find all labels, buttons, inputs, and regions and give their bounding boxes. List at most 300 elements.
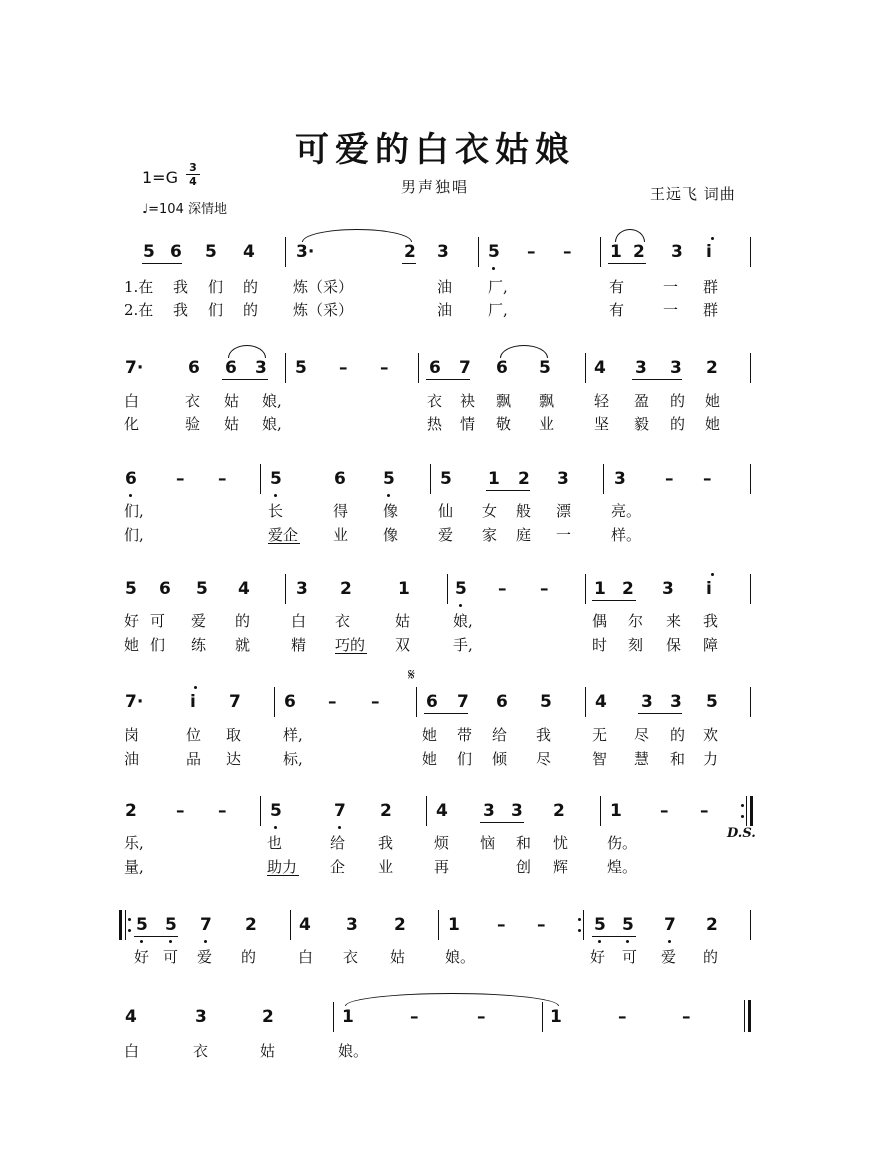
- bar-line: [416, 687, 417, 717]
- repeat-dot: [741, 815, 744, 818]
- jianpu-note: 3: [671, 242, 683, 262]
- jianpu-note: 5: [143, 242, 155, 262]
- lyric: 样。: [611, 526, 642, 544]
- jianpu-note: 6: [334, 469, 346, 489]
- jianpu-note: 6: [170, 242, 182, 262]
- lyric: 她: [705, 392, 721, 410]
- lyric: 油: [437, 301, 453, 319]
- lyric: 的: [243, 278, 259, 296]
- lyric: 可: [622, 948, 638, 966]
- lyric: 油: [124, 750, 140, 768]
- jianpu-note: 3: [255, 358, 267, 378]
- jianpu-note: 4: [299, 915, 311, 935]
- lyric: 娘。: [445, 948, 476, 966]
- lyric: 姑: [224, 415, 240, 433]
- bar-line: [603, 464, 604, 494]
- lyric: 岗: [124, 726, 140, 744]
- lyric: 炼（采）: [293, 301, 354, 319]
- lyric: 验: [185, 415, 201, 433]
- jianpu-note: 5: [136, 915, 148, 935]
- bar-line: [750, 353, 751, 383]
- lyric: 取: [226, 726, 242, 744]
- lyric: 时: [592, 636, 608, 654]
- high-octave-dot: [194, 686, 197, 689]
- jianpu-note: 7·: [125, 358, 144, 378]
- lyric: 她: [705, 415, 721, 433]
- lyric: 标,: [283, 750, 303, 768]
- lyric: 轻: [594, 392, 610, 410]
- lyric: 巧的: [335, 636, 366, 654]
- low-octave-dot: [169, 940, 172, 943]
- jianpu-note: 4: [125, 1007, 137, 1027]
- lyric: 群: [703, 278, 719, 296]
- jianpu-note: 2: [394, 915, 406, 935]
- repeat-dot: [128, 918, 131, 921]
- underline-beam: [480, 822, 524, 823]
- lyric: 也: [267, 834, 283, 852]
- lyric: 恼: [480, 834, 496, 852]
- lyric: 给: [492, 726, 508, 744]
- lyric: 袂: [460, 392, 476, 410]
- jianpu-note: 5: [125, 579, 137, 599]
- jianpu-note: 1: [550, 1007, 562, 1027]
- jianpu-note: 6: [496, 692, 508, 712]
- lyric: 烦: [434, 834, 450, 852]
- bar-line: [426, 796, 427, 826]
- lyric: 的: [670, 415, 686, 433]
- lyric-underline: [335, 653, 367, 654]
- repeat-dot: [578, 929, 581, 932]
- jianpu-note: i: [190, 692, 196, 712]
- low-octave-dot: [129, 494, 132, 497]
- jianpu-note: –: [176, 469, 185, 489]
- bar-line: [274, 687, 275, 717]
- lyric: 她: [124, 636, 140, 654]
- lyric: 们: [457, 750, 473, 768]
- lyric: 忧: [553, 834, 569, 852]
- jianpu-note: 5: [205, 242, 217, 262]
- jianpu-note: 1: [594, 579, 606, 599]
- lyric: 我: [703, 612, 719, 630]
- underline-beam: [632, 379, 682, 380]
- lyric: 1.在: [124, 278, 154, 296]
- jianpu-note: 5: [295, 358, 307, 378]
- lyric: 辉: [553, 858, 569, 876]
- lyric: 尽: [634, 726, 650, 744]
- final-bar-line: [748, 1000, 751, 1032]
- lyric: 炼（采）: [293, 278, 354, 296]
- jianpu-note: 3: [511, 801, 523, 821]
- jianpu-note: 5: [455, 579, 467, 599]
- bar-line: [750, 687, 751, 717]
- low-octave-dot: [387, 494, 390, 497]
- lyric: 有: [609, 301, 625, 319]
- lyric: 亮。: [611, 502, 642, 520]
- jianpu-note: 6: [188, 358, 200, 378]
- lyric: 尔: [628, 612, 644, 630]
- lyric: 们,: [124, 502, 144, 520]
- bar-line: [478, 237, 479, 267]
- low-octave-dot: [274, 826, 277, 829]
- lyric: 爱: [191, 612, 207, 630]
- time-signature-bottom: 4: [189, 175, 197, 188]
- lyric: 油: [437, 278, 453, 296]
- lyric: 姑: [224, 392, 240, 410]
- jianpu-note: 2: [380, 801, 392, 821]
- lyric: 位: [186, 726, 202, 744]
- bar-line: [285, 237, 286, 267]
- bar-line: [125, 910, 126, 940]
- jianpu-note: –: [665, 469, 674, 489]
- jianpu-note: 7: [457, 692, 469, 712]
- jianpu-note: 3: [195, 1007, 207, 1027]
- jianpu-note: 6: [429, 358, 441, 378]
- jianpu-note: 1: [488, 469, 500, 489]
- bar-line: [746, 796, 747, 826]
- underline-beam: [134, 936, 178, 937]
- jianpu-note: 5: [539, 358, 551, 378]
- lyric: 可: [150, 612, 166, 630]
- lyric: 刻: [628, 636, 644, 654]
- lyric: 的: [241, 948, 257, 966]
- ds-marking: D.S.: [727, 826, 756, 841]
- jianpu-note: 5: [383, 469, 395, 489]
- low-octave-dot: [598, 940, 601, 943]
- bar-line: [430, 464, 431, 494]
- lyric: 智: [592, 750, 608, 768]
- bar-line: [418, 353, 419, 383]
- jianpu-note: 3: [670, 692, 682, 712]
- lyric: 的: [670, 726, 686, 744]
- bar-line: [600, 237, 601, 267]
- bar-line: [750, 237, 751, 267]
- jianpu-note: 6: [426, 692, 438, 712]
- lyric: 的: [670, 392, 686, 410]
- jianpu-note: 3: [346, 915, 358, 935]
- song-title: 可爱的白衣姑娘: [295, 130, 575, 170]
- lyric: 漂: [556, 502, 572, 520]
- key-signature: 1=G: [142, 168, 178, 187]
- lyric: 飘: [496, 392, 512, 410]
- lyric: 样,: [283, 726, 303, 744]
- jianpu-note: 2: [125, 801, 137, 821]
- jianpu-note: 3: [670, 358, 682, 378]
- lyric: 我: [536, 726, 552, 744]
- lyric: 一: [556, 526, 572, 544]
- jianpu-note: –: [537, 915, 546, 935]
- bar-line: [585, 574, 586, 604]
- low-octave-dot: [204, 940, 207, 943]
- lyric: 给: [330, 834, 346, 852]
- lyric: 娘,: [453, 612, 473, 630]
- lyric: 伤。: [607, 834, 638, 852]
- bar-line: [438, 910, 439, 940]
- lyric: 的: [235, 612, 251, 630]
- tie-arc: [302, 229, 412, 242]
- jianpu-note: 3: [635, 358, 647, 378]
- lyric: 来: [666, 612, 682, 630]
- lyric: 有: [609, 278, 625, 296]
- bar-line: [260, 464, 261, 494]
- lyric: 们: [150, 636, 166, 654]
- lyric: 量,: [124, 858, 144, 876]
- bar-line: [750, 574, 751, 604]
- lyric: 厂,: [488, 301, 508, 319]
- lyric-underline: [268, 543, 300, 544]
- tie-arc: [500, 345, 548, 358]
- jianpu-note: 5: [540, 692, 552, 712]
- lyric: 无: [592, 726, 608, 744]
- lyric: 一: [663, 278, 679, 296]
- lyric: 倾: [492, 750, 508, 768]
- jianpu-note: –: [339, 358, 348, 378]
- underline-beam: [402, 263, 416, 264]
- jianpu-note: 1: [342, 1007, 354, 1027]
- lyric: 像: [383, 526, 399, 544]
- segno-sign: 𝄋: [408, 665, 415, 684]
- jianpu-note: 2: [633, 242, 645, 262]
- jianpu-note: –: [700, 801, 709, 821]
- underline-beam: [592, 936, 636, 937]
- lyric: 热: [427, 415, 443, 433]
- lyric: 毅: [634, 415, 650, 433]
- lyric: 女: [482, 502, 498, 520]
- jianpu-note: 5: [594, 915, 606, 935]
- lyric: 盈: [634, 392, 650, 410]
- lyric: 我: [173, 301, 189, 319]
- lyric: 姑: [395, 612, 411, 630]
- jianpu-note: 5: [622, 915, 634, 935]
- lyric: 她: [422, 750, 438, 768]
- underline-beam: [608, 263, 646, 264]
- jianpu-note: 2: [622, 579, 634, 599]
- lyric: 保: [666, 636, 682, 654]
- lyric: 衣: [427, 392, 443, 410]
- lyric: 她: [422, 726, 438, 744]
- lyric: 衣: [343, 948, 359, 966]
- bar-line: [285, 353, 286, 383]
- jianpu-note: 6: [125, 469, 137, 489]
- lyric: 白: [291, 612, 307, 630]
- underline-beam: [222, 379, 268, 380]
- underline-beam: [426, 379, 470, 380]
- jianpu-note: 4: [238, 579, 250, 599]
- lyric: 娘。: [338, 1042, 369, 1060]
- lyric: 敬: [496, 415, 512, 433]
- lyric: 偶: [592, 612, 608, 630]
- jianpu-note: –: [563, 242, 572, 262]
- lyric: 2.在: [124, 301, 154, 319]
- lyric: 娘,: [262, 415, 282, 433]
- jianpu-note: 2: [262, 1007, 274, 1027]
- repeat-start-bar: [119, 910, 122, 940]
- lyric: 姑: [390, 948, 406, 966]
- jianpu-note: 7: [229, 692, 241, 712]
- lyric: 可: [163, 948, 179, 966]
- low-octave-dot: [338, 826, 341, 829]
- lyric: 飘: [539, 392, 555, 410]
- lyric: 庭: [516, 526, 532, 544]
- lyric: 群: [703, 301, 719, 319]
- lyric: 煌。: [607, 858, 638, 876]
- lyric: 尽: [536, 750, 552, 768]
- jianpu-note: 3: [614, 469, 626, 489]
- lyric: 像: [383, 502, 399, 520]
- lyric: 家: [482, 526, 498, 544]
- jianpu-note: 2: [518, 469, 530, 489]
- jianpu-note: –: [218, 469, 227, 489]
- lyric: 企: [330, 858, 346, 876]
- final-bar-line: [750, 796, 753, 826]
- high-octave-dot: [711, 573, 714, 576]
- time-signature: [186, 162, 200, 187]
- jianpu-note: 6: [159, 579, 171, 599]
- low-octave-dot: [459, 604, 462, 607]
- jianpu-note: 2: [340, 579, 352, 599]
- bar-line: [285, 574, 286, 604]
- jianpu-note: i: [706, 579, 712, 599]
- lyric: 达: [226, 750, 242, 768]
- repeat-dot: [128, 929, 131, 932]
- lyric: 坚: [594, 415, 610, 433]
- repeat-dot: [578, 918, 581, 921]
- bar-line: [585, 353, 586, 383]
- underline-beam: [638, 713, 682, 714]
- high-octave-dot: [711, 237, 714, 240]
- jianpu-note: –: [477, 1007, 486, 1027]
- jianpu-note: –: [540, 579, 549, 599]
- jianpu-note: 4: [595, 692, 607, 712]
- lyric: 衣: [185, 392, 201, 410]
- bar-line: [585, 687, 586, 717]
- tie-arc: [615, 229, 645, 242]
- lyric: 和: [516, 834, 532, 852]
- lyric: 情: [460, 415, 476, 433]
- lyric: 和: [670, 750, 686, 768]
- lyric: 白: [124, 1042, 140, 1060]
- jianpu-note: 7·: [125, 692, 144, 712]
- jianpu-note: 2: [553, 801, 565, 821]
- lyric: 爱: [661, 948, 677, 966]
- lyric: 业: [378, 858, 394, 876]
- lyric: 乐,: [124, 834, 144, 852]
- lyric: 们: [208, 278, 224, 296]
- jianpu-note: 3: [296, 579, 308, 599]
- jianpu-note: 3: [557, 469, 569, 489]
- lyric: 们: [208, 301, 224, 319]
- underline-beam: [592, 600, 636, 601]
- lyric: 我: [173, 278, 189, 296]
- lyric: 白: [298, 948, 314, 966]
- time-signature-top: 3: [189, 161, 197, 174]
- lyric: 品: [186, 750, 202, 768]
- jianpu-note: 1: [398, 579, 410, 599]
- jianpu-note: –: [497, 915, 506, 935]
- jianpu-note: 3·: [296, 242, 315, 262]
- tie-arc: [345, 993, 559, 1006]
- jianpu-note: 6: [225, 358, 237, 378]
- jianpu-note: –: [328, 692, 337, 712]
- jianpu-note: i: [706, 242, 712, 262]
- lyric: 的: [243, 301, 259, 319]
- jianpu-note: –: [498, 579, 507, 599]
- tie-arc: [228, 345, 266, 358]
- jianpu-note: 3: [437, 242, 449, 262]
- jianpu-note: 5: [196, 579, 208, 599]
- repeat-dot: [741, 804, 744, 807]
- jianpu-note: 5: [165, 915, 177, 935]
- bar-line: [447, 574, 448, 604]
- low-octave-dot: [492, 267, 495, 270]
- tempo-marking: ♩=104 深情地: [142, 202, 227, 217]
- lyric: 爱: [197, 948, 213, 966]
- lyric: 就: [235, 636, 251, 654]
- jianpu-note: 7: [334, 801, 346, 821]
- jianpu-note: 7: [200, 915, 212, 935]
- bar-line: [333, 1002, 334, 1032]
- low-octave-dot: [668, 940, 671, 943]
- lyric: 般: [516, 502, 532, 520]
- lyric: 我: [378, 834, 394, 852]
- jianpu-note: –: [660, 801, 669, 821]
- jianpu-note: –: [176, 801, 185, 821]
- jianpu-note: 1: [610, 242, 622, 262]
- jianpu-note: –: [410, 1007, 419, 1027]
- jianpu-note: 5: [440, 469, 452, 489]
- bar-line: [600, 796, 601, 826]
- jianpu-note: 1: [610, 801, 622, 821]
- jianpu-note: 2: [706, 915, 718, 935]
- lyric: 们,: [124, 526, 144, 544]
- jianpu-note: 1: [448, 915, 460, 935]
- jianpu-note: 2: [706, 358, 718, 378]
- jianpu-note: 3: [641, 692, 653, 712]
- jianpu-note: 2: [245, 915, 257, 935]
- lyric: 障: [703, 636, 719, 654]
- low-octave-dot: [140, 940, 143, 943]
- jianpu-note: 5: [270, 469, 282, 489]
- lyric: 好: [134, 948, 150, 966]
- lyric: 化: [124, 415, 140, 433]
- jianpu-note: 3: [662, 579, 674, 599]
- lyric: 爱企: [268, 526, 299, 544]
- bar-line: [260, 796, 261, 826]
- jianpu-note: –: [218, 801, 227, 821]
- jianpu-note: 6: [284, 692, 296, 712]
- lyric: 一: [663, 301, 679, 319]
- lyric-underline: [267, 875, 299, 876]
- bar-line: [583, 910, 584, 940]
- underline-beam: [486, 490, 530, 491]
- jianpu-note: 4: [594, 358, 606, 378]
- lyric: 长: [268, 502, 284, 520]
- lyric: 的: [703, 948, 719, 966]
- jianpu-note: 7: [459, 358, 471, 378]
- jianpu-note: 4: [436, 801, 448, 821]
- lyric: 厂,: [488, 278, 508, 296]
- lyric: 业: [539, 415, 555, 433]
- bar-line: [750, 464, 751, 494]
- lyric: 爱: [438, 526, 454, 544]
- jianpu-note: 5: [488, 242, 500, 262]
- jianpu-note: 5: [706, 692, 718, 712]
- jianpu-note: –: [703, 469, 712, 489]
- jianpu-note: 4: [243, 242, 255, 262]
- lyric: 业: [333, 526, 349, 544]
- lyric: 力: [703, 750, 719, 768]
- lyric: 再: [434, 858, 450, 876]
- lyric: 双: [395, 636, 411, 654]
